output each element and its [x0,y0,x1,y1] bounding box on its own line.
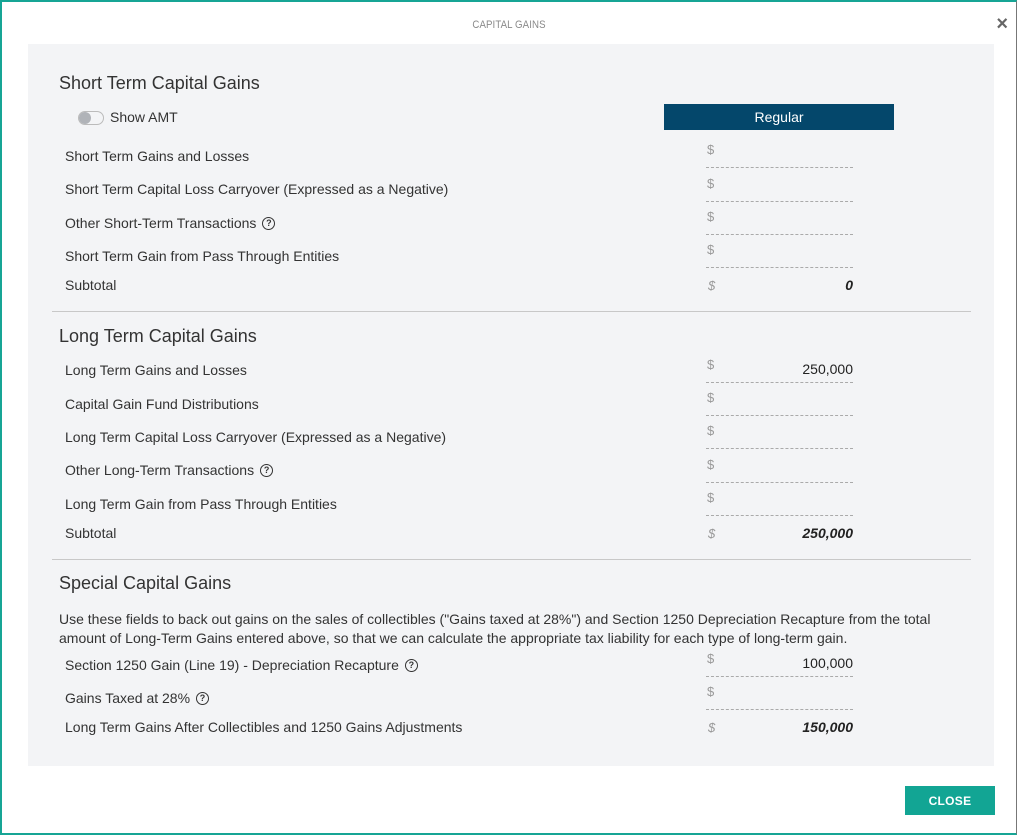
label-text: Capital Gain Fund Distributions [65,396,259,412]
long-term-carryover-input[interactable] [706,423,853,449]
row-label [65,462,273,478]
special-description: Use these fields to back out gains on the sales of collectibles ("Gains taxed at 28%") and Section 1250 Depreciation Recapture from the total amount of Long-Term Gains entered above, so that we can calculate the appropriate tax liability for each type of long-term gain. [59,611,931,646]
row-label [65,657,418,673]
total-label [65,719,462,735]
other-long-term-input[interactable] [706,457,853,483]
short-term-gains-input[interactable] [706,142,853,168]
short-term-carryover-input[interactable] [706,176,853,202]
section-divider [52,311,971,312]
close-icon[interactable]: × [996,13,1008,35]
row-label [65,148,249,164]
dollar-sign: $ [707,390,715,405]
label-text: Long Term Gains and Losses [65,362,247,378]
dollar-sign: $ [707,176,715,191]
help-icon[interactable]: ? [262,217,275,230]
label-text: Long Term Gain from Pass Through Entities [65,496,337,512]
label-text: Other Long-Term Transactions [65,462,255,478]
dollar-sign: $ [707,142,715,157]
subtotal-value: 250,000 [802,525,853,541]
help-icon[interactable]: ? [196,692,209,705]
short-term-title: Short Term Capital Gains [59,73,260,93]
subtotal-value: 0 [845,277,853,293]
subtotal-label [65,277,116,293]
row-label [65,215,275,231]
dollar-sign: $ [708,720,716,735]
long-term-gains-input[interactable] [706,357,853,383]
section-1250-input[interactable] [706,651,853,677]
label-text: Short Term Gains and Losses [65,148,250,164]
label-text: Short Term Gain from Pass Through Entities [65,248,340,264]
help-icon[interactable]: ? [260,464,273,477]
regular-column-header: Regular [664,104,894,130]
dollar-sign: $ [707,684,715,699]
label-text: Long Term Gains After Collectibles and 1250 Gains Adjustments [65,719,463,735]
row-label [65,181,448,197]
label-text: Gains Taxed at 28% [65,690,191,706]
short-term-subtotal [706,277,853,297]
label-text: Subtotal [65,525,117,541]
adjusted-long-term-total [706,719,853,739]
dollar-sign: $ [708,278,716,293]
dollar-sign: $ [707,457,715,472]
capital-gain-fund-input[interactable] [706,390,853,416]
dollar-sign: $ [707,242,715,257]
row-label [65,362,247,378]
row-label [65,496,337,512]
dollar-sign: $ [707,651,715,666]
label-text: Short Term Capital Loss Carryover (Expressed as a Negative) [65,181,449,197]
short-term-pass-through-input[interactable] [706,242,853,268]
other-short-term-input[interactable] [706,209,853,235]
long-term-title: Long Term Capital Gains [59,326,257,346]
toggle-knob [79,112,91,124]
show-amt-toggle[interactable] [78,111,104,125]
field-value: 100,000 [802,655,853,671]
close-button[interactable]: CLOSE [905,786,995,815]
subtotal-label [65,525,116,541]
label-text: Long Term Capital Loss Carryover (Expressed as a Negative) [65,429,447,445]
special-title: Special Capital Gains [59,573,232,593]
dollar-sign: $ [707,357,715,372]
total-value: 150,000 [802,719,853,735]
content-panel [28,44,994,766]
dialog-title: CAPITAL GAINS [472,19,546,31]
label-text: Section 1250 Gain (Line 19) - Depreciation Recapture [65,657,399,673]
row-label [65,396,259,412]
long-term-pass-through-input[interactable] [706,490,853,516]
label-text: Subtotal [65,277,117,293]
row-label [65,690,209,706]
gains-28-input[interactable] [706,684,853,710]
row-label [65,429,446,445]
dollar-sign: $ [707,209,715,224]
help-icon[interactable]: ? [405,659,418,672]
label-text: Other Short-Term Transactions [65,215,257,231]
show-amt-label: Show AMT [110,109,178,125]
field-value: 250,000 [802,361,853,377]
dollar-sign: $ [707,490,715,505]
dollar-sign: $ [708,526,716,541]
long-term-subtotal [706,525,853,545]
row-label [65,248,339,264]
dollar-sign: $ [707,423,715,438]
section-divider [52,559,971,560]
